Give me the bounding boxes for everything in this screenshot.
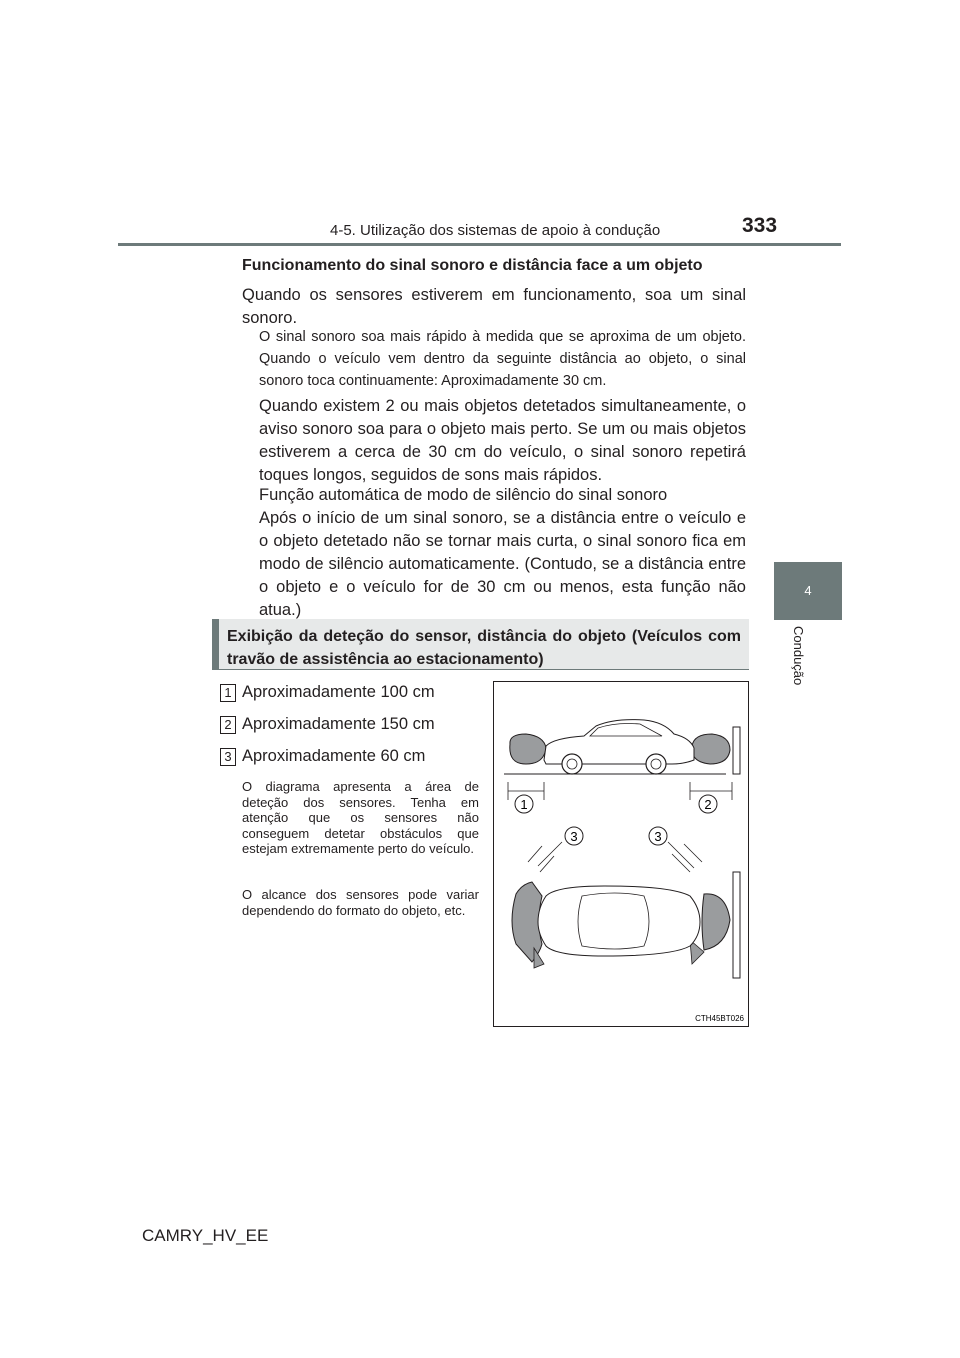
page-number: 333 <box>742 214 778 237</box>
section-heading <box>212 619 749 669</box>
figure-code: CTH45BT026 <box>695 1014 744 1023</box>
front-top-detection-area <box>702 894 730 950</box>
header-divider <box>118 243 841 246</box>
callout-3a: 3 <box>570 829 578 844</box>
list-number-2: 2 <box>220 716 236 734</box>
list-item-label-2: Aproximadamente 150 cm <box>242 715 435 733</box>
callout-1: 1 <box>520 797 528 812</box>
dim-line-3b-tick1 <box>672 854 690 872</box>
list-item-label-3: Aproximadamente 60 cm <box>242 747 426 765</box>
chapter-number: 4 <box>804 583 812 598</box>
subheading: Funcionamento do sinal sonoro e distância face a um objeto <box>242 257 703 274</box>
note-sensor-range: O alcance dos sensores pode variar dependendo do formato do objeto, etc. <box>242 887 479 918</box>
paragraph-mute-function: Após o início de um sinal sonoro, se a distância entre o veículo e o objeto detetado não se tornar mais curta, o sinal sonoro fica em modo de silêncio automaticamente. (Contudo, se a distância entre o objeto e o veículo for de 30 cm ou menos, esta função não atua.) <box>259 509 746 619</box>
footer-model-code: CAMRY_HV_EE <box>142 1226 269 1245</box>
dim-line-3b <box>668 842 694 868</box>
list-number-1: 1 <box>220 684 236 702</box>
chapter-title: Condução <box>791 626 806 686</box>
dim-line-3a-tick1 <box>540 856 554 872</box>
list-number-3: 3 <box>220 748 236 766</box>
callout-3b: 3 <box>654 829 662 844</box>
list-item-label-1: Aproximadamente 100 cm <box>242 683 435 701</box>
paragraph-beep-faster: O sinal sonoro soa mais rápido à medida que se aproxima de um objeto. Quando o veículo vem dentro da seguinte distância ao objeto, o sinal sonoro toca continuamente: Aproximadamente 30 cm. <box>259 329 746 389</box>
rear-detection-area <box>510 734 546 764</box>
paragraph-multiple-objects: Quando existem 2 ou mais objetos detetados simultaneamente, o aviso sonoro soa para o objeto mais perto. Se um ou mais objetos estiverem a cerca de 30 cm do veículo, o sinal sonoro repetirá toques longos, seguidos de sons mais rápidos. <box>259 397 746 484</box>
rear-wheel-hub <box>567 759 577 769</box>
wall-side <box>733 727 740 774</box>
dim-line-3a-tick2 <box>528 846 542 862</box>
header-section-title: 4-5. Utilização dos sistemas de apoio à condução <box>330 222 661 239</box>
section-title: Exibição da deteção do sensor, distância do objeto (Veículos com travão de assistência ao estacionamento) <box>227 628 741 668</box>
front-wheel-hub <box>651 759 661 769</box>
car-top-roof <box>578 893 649 949</box>
dim-line-3b-tick2 <box>684 844 702 862</box>
sensor-diagram-svg <box>494 682 748 1026</box>
wall-top <box>733 872 740 978</box>
paragraph-mute-title: Função automática de modo de silêncio do sinal sonoro <box>259 486 668 504</box>
section-underline <box>212 669 749 670</box>
sensor-diagram <box>493 681 749 1027</box>
dim-line-3a <box>538 842 562 866</box>
paragraph-sensors-sound: Quando os sensores estiverem em funcionamento, soa um sinal sonoro. <box>242 286 746 327</box>
chapter-tab <box>774 562 842 620</box>
callout-2: 2 <box>704 797 712 812</box>
front-detection-area <box>692 734 730 764</box>
note-detection-area: O diagrama apresenta a área de deteção dos sensores. Tenha em atenção que os sensores não conseguem detetar obstáculos que estejam extremamente perto do veículo. <box>242 779 479 856</box>
